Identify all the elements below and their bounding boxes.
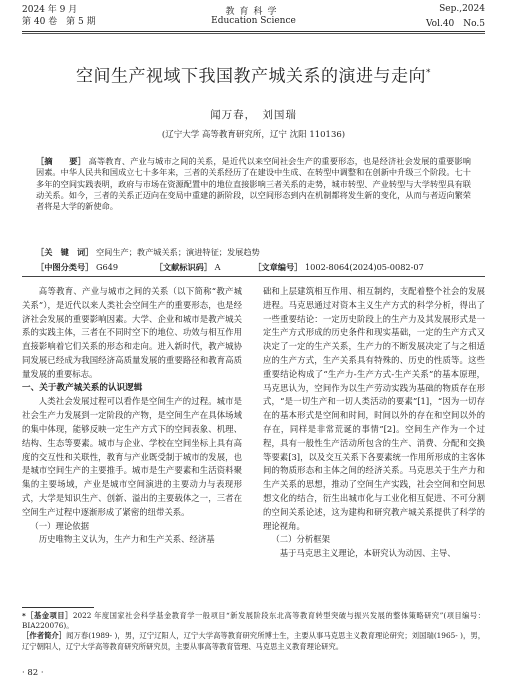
header-rule-thin — [22, 33, 485, 34]
body-column-left — [22, 285, 242, 547]
classification-line — [36, 262, 471, 273]
fund-footnote — [22, 611, 485, 631]
paragraph: 础和上层建筑相互作用、相互制约，支配着整个社会的发展进程。马克思通过对资本主义生产方式的科学分析，得出了一些重要结论：一定历史阶段上的生产力及其发展形式是一定生产方式形成的历史条件和现实基础，一定的生产方式又决定了一定的生产关系，生产力的不断发展决定了与之相适应的生产方式，生产关系具有特殊的、历史的性质等。这些重要结论构成了“生产力-生产方式-生产关系”的基本原理，马克思认为，空间作为以生产劳动实践为基础的物质存在形式，“是一切生产和一切人类活动的要素”[1]，“因为一切存在的基本形式是空间和时间，时间以外的存在和空间以外的存在，同样是非常荒诞的事情”[2]。空间生产作为一个过程，具有一般性生产活动所包含的生产、消费、分配和交换等要素[3]，以及交互关系下各要素统一作用所形成的主客体间的物质形态和主体之间的经济关系。马克思关于生产力和生产关系的思想，推动了空间生产实践，社会空间和空间思想文化的结合，衍生出城市化与工业化相互促进、不可分割的空间关系论述，这为建构和研究教产城关系提供了科学的理论视角。 — [263, 286, 485, 531]
fund-label: *［基金项目］ — [22, 611, 73, 620]
header-journal-en: Education Science — [211, 16, 296, 26]
header-date-en: Sep.,2024 — [439, 4, 485, 14]
article-affiliation: (辽宁大学 高等教育研究所，辽宁 沈阳 110136) — [161, 130, 346, 140]
abstract-divider — [22, 276, 485, 277]
clc-value: G649 — [95, 262, 119, 272]
section-heading: 一、关于教产城关系的认识逻辑 — [22, 382, 143, 393]
author-footnote — [22, 631, 485, 651]
header-date-cn: 2024 年 9 月 — [22, 5, 78, 15]
keywords — [36, 247, 471, 258]
title-text: 空间生产视域下我国教产城关系的演进与走向 — [76, 66, 426, 87]
page-number: · 82 · — [22, 668, 44, 678]
author-info-text: 闻万春(1989- )，男，辽宁辽阳人，辽宁大学高等教育研究所博士生，主要从事马克思主义教育理论研究；刘国瑞(1965- )，男，辽宁朝阳人，辽宁大学高等教育研究所研究员，主要从事高等教育管理、马克思主义教育理论研究。 — [22, 631, 486, 651]
abstract-label: ［摘 要］ — [36, 156, 86, 166]
abstract-text: 高等教育、产业与城市之间的关系，是近代以来空间社会生产的重要形态，也是经济社会发展的重要影响因素。中华人民共和国成立七十多年来，三者的关系经历了在建设中生成、在转型中调整和在创新中升级三个阶段。七十多年的空间实践表明，政府与市场在资源配置中的地位直接影响三者关系的走势，城市转型、产业转型与大学转型具有联动关系。如今，三者的关系正迈向在变局中重建的新阶段，以空间形态到内在机制都将发生新的变化，从而与者迈向繁荣者将是大学的新使命。 — [36, 156, 471, 212]
header-rule — [22, 31, 485, 32]
abstract — [36, 156, 471, 212]
subsection-heading: （一）理论依据 — [30, 520, 90, 531]
header-journal-cn: 教育科学 — [225, 7, 282, 17]
fund-text: 2022 年度国家社会科学基金教育学一般项目“新发展阶段东北高等教育转型突破与振兴发展的整体策略研究”(项目编号：BIA220076)。 — [22, 611, 485, 631]
article-title — [22, 62, 485, 88]
paragraph: 基于马克思主义理论，本研究认为动因、主导、 — [279, 548, 456, 559]
header-volume-cn: 第 40 卷 第 5 期 — [22, 17, 96, 27]
article-number-label: ［文章编号］ — [253, 262, 303, 272]
body-column-right — [263, 285, 485, 561]
article-number-value: 1002-8064(2024)05-0082-07 — [304, 262, 424, 272]
header-volume-en: Vol.40 No.5 — [425, 19, 485, 29]
paragraph: 高等教育、产业与城市之间的关系（以下简称“教产城关系”），是近代以来人类社会空间生产的重要形态，也是经济社会发展的重要影响因素。大学、企业和城市是教产城关系的实践主体，三者在不同时空下的地位、功效与相互作用直接影响着它们关系的形态和走向。进入新时代，教产城协同发展已经成为我国经济高质量发展的重要路径和教育高质量发展的重要标志。 — [22, 286, 242, 379]
clc-label: ［中图分类号］ — [36, 262, 94, 272]
footnotes — [22, 611, 485, 652]
running-header — [22, 4, 485, 34]
keywords-label: ［关 键 词］ — [36, 247, 94, 257]
footnote-rule — [22, 607, 94, 608]
doc-code-value: A — [214, 262, 221, 272]
author-info-label: ［作者简介］ — [22, 631, 67, 641]
keywords-text: 空间生产；教产城关系；演进特征；发展趋势 — [95, 247, 260, 257]
subsection-heading: （二）分析框架 — [271, 534, 331, 545]
paragraph: 人类社会发展过程可以看作是空间生产的过程。城市是社会生产力发展到一定阶段的产物，是空间生产在具体场域的集中体现，能够反映一定生产方式下的空间表象、机理、结构、生态等要素。城市与企业、学校在空间坐标上具有高度的交互性和关联性，教育与产业既受制于城市的发展，也是城市空间生产的主要推手。城市是生产要素和生活资料聚集的主要场域，产业是城市空间演进的主要动力与表现形式，大学是知识生产、创新、溢出的主要载体之一，三者在空间生产过程中逐渐形成了紧密的纽带关系。 — [22, 396, 242, 517]
paragraph: 历史唯物主义认为，生产力和生产关系、经济基 — [38, 534, 215, 545]
title-footnote-mark: * — [426, 68, 431, 78]
article-authors: 闻万春， 刘国瑞 — [210, 109, 297, 121]
doc-code-label: ［文献标识码］ — [154, 262, 213, 272]
